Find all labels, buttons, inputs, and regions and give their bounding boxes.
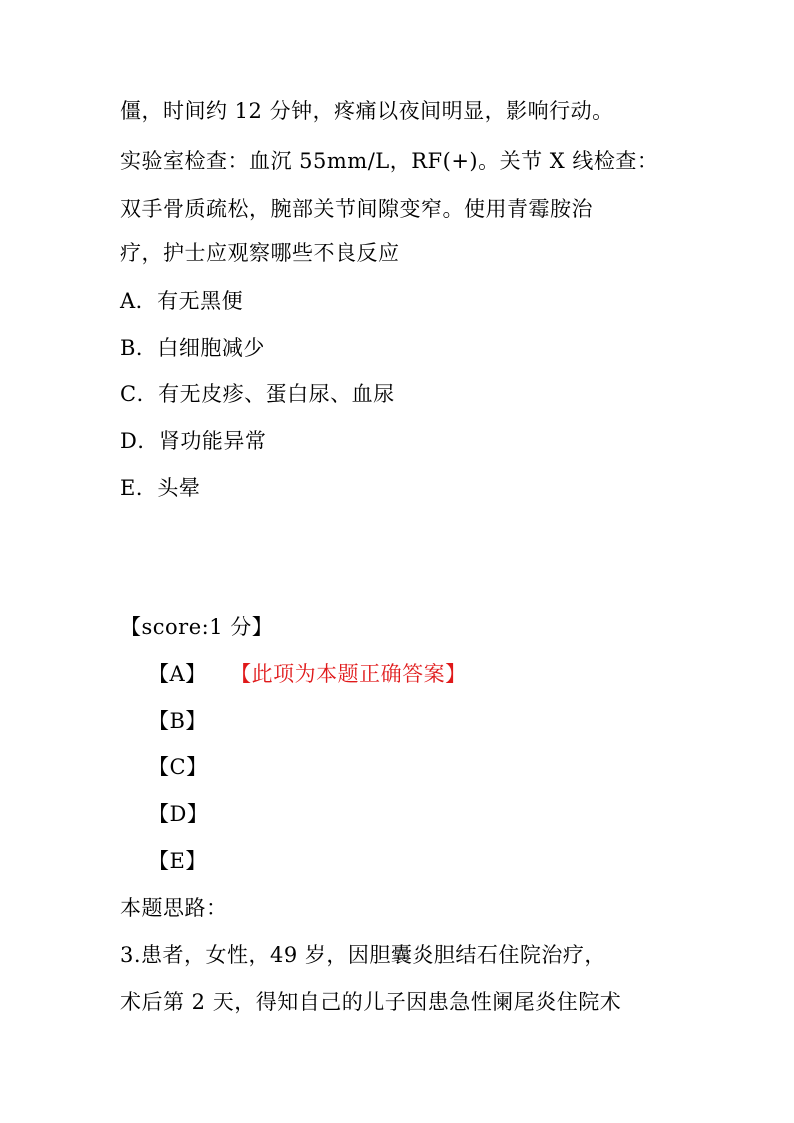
next-question-line-1: 3.患者，女性，49 岁，因胆囊炎胆结石住院治疗， [120, 943, 606, 967]
question-stem-line-3: 双手骨质疏松，腕部关节间隙变窄。使用青霉胺治 [120, 197, 593, 221]
answer-row-d [148, 801, 208, 827]
option-b: B．白细胞减少 [120, 336, 265, 360]
option-d: D．肾功能异常 [120, 429, 267, 453]
option-a: A．有无黑便 [120, 289, 244, 313]
answer-label-d: 【D】 [148, 802, 209, 826]
answer-row-b [148, 708, 207, 734]
next-question-line-2: 术后第 2 天，得知自己的儿子因患急性阑尾炎住院术 [120, 990, 622, 1014]
question-stem-line-2: 实验室检查：血沉 55mm/L，RF(+)。关节 X 线检查： [120, 149, 659, 173]
answer-label-b: 【B】 [148, 709, 207, 733]
explanation-label: 本题思路： [120, 896, 228, 920]
question-stem-line-4: 疗，护士应观察哪些不良反应 [120, 241, 400, 265]
answer-row-a [148, 661, 467, 687]
question-stem-line-1: 僵，时间约 12 分钟，疼痛以夜间明显，影响行动。 [120, 99, 614, 123]
option-e: E．头晕 [120, 476, 201, 500]
answer-row-e [148, 848, 207, 874]
answer-label-e: 【E】 [148, 849, 207, 873]
option-c: C．有无皮疹、蛋白尿、血尿 [120, 382, 395, 406]
score-label: 【score:1 分】 [120, 615, 274, 639]
correct-answer-note: 【此项为本题正确答案】 [240, 662, 467, 686]
answer-label-c: 【C】 [148, 755, 208, 779]
answer-label-a: 【A】 [148, 662, 207, 686]
answer-row-c [148, 754, 208, 780]
